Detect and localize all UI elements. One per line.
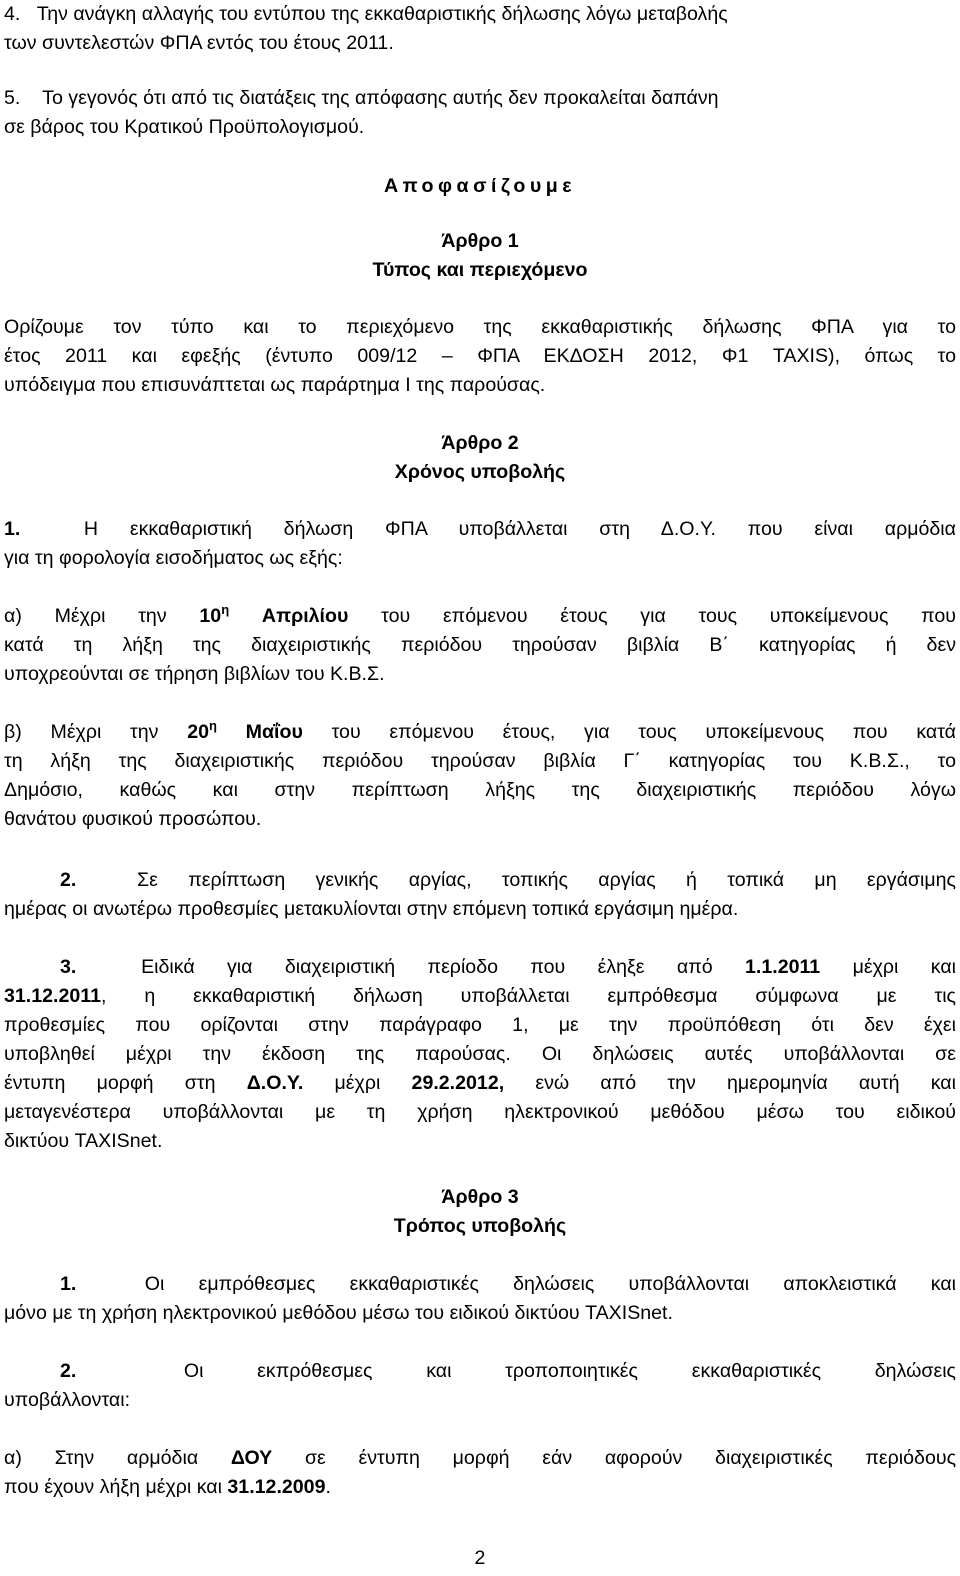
office-abbrev: ΔΟΥ <box>230 1447 273 1469</box>
paragraph-text: Οι εμπρόθεσμες εκκαθαριστικές δηλώσεις υποβάλλονται αποκλειστικά και <box>144 1273 957 1295</box>
intro-item-5-line1 <box>4 84 956 113</box>
article-2-paragraph-3 <box>4 953 956 1156</box>
date-value: 31.12.2009 <box>227 1476 326 1498</box>
deadline-month: Απριλίου <box>261 605 349 627</box>
paragraph-line: κατά τη λήξη της διαχειριστικής περιόδου τηρούσαν βιβλία Β΄ κατηγορίας ή δεν <box>4 634 956 656</box>
paragraph-line: υποβληθεί μέχρι την έκδοση της παρούσας. Οι δηλώσεις αυτές υποβάλλονται σε <box>4 1043 956 1065</box>
paragraph-number: 2. <box>60 1360 77 1382</box>
decision-heading: Αποφασίζουμε <box>383 175 577 197</box>
paragraph-line <box>4 1444 956 1473</box>
case-prefix: α) Μέχρι την <box>4 605 167 627</box>
paragraph-text: , η εκκαθαριστική δήλωση υποβάλλεται εμπρόθεσμα σύμφωνα με τις <box>100 985 956 1007</box>
date-value: 29.2.2012, <box>411 1072 505 1094</box>
article-3-case-a <box>4 1444 956 1502</box>
intro-item-4 <box>4 0 956 58</box>
intro-item-4-line2: των συντελεστών ΦΠΑ εντός του έτους 2011. <box>4 32 394 54</box>
paragraph-text: α) Στην αρμόδια <box>4 1447 199 1469</box>
paragraph-line <box>4 866 956 895</box>
paragraph-number: 3. <box>60 956 77 978</box>
article-2-paragraph-1 <box>4 515 956 573</box>
paragraph-line: έτος 2011 και εφεξής (έντυπο 009/12 – ΦΠΑ ΕΚΔΟΣΗ 2012, Φ1 TAXIS), όπως το <box>4 345 956 367</box>
date-value: 1.1.2011 <box>745 956 821 978</box>
paragraph-text: σε έντυπη μορφή εάν αφορούν διαχειριστικές περιόδους <box>304 1447 957 1469</box>
deadline-month: Μαΐου <box>245 721 303 743</box>
ordinal-sup: η <box>209 718 217 733</box>
item-number: 5. <box>4 87 21 109</box>
case-prefix: β) Μέχρι την <box>4 721 159 743</box>
paragraph-text: Ειδικά για διαχειριστική περίοδο που έληξε από <box>141 956 713 978</box>
paragraph-text: . <box>325 1476 331 1498</box>
date-value: 31.12.2011 <box>4 985 101 1007</box>
paragraph-number: 1. <box>60 1273 77 1295</box>
deadline-day: 10 <box>199 605 222 627</box>
paragraph-line <box>4 1069 956 1098</box>
paragraph-line <box>4 1270 956 1299</box>
article-heading: Άρθρο 1 <box>441 230 519 252</box>
paragraph-line <box>4 1473 956 1502</box>
paragraph-text: Η εκκαθαριστική δήλωση ΦΠΑ υποβάλλεται στη Δ.Ο.Υ. που είναι αρμόδια <box>83 518 956 540</box>
item-text: Την ανάγκη αλλαγής του εντύπου της εκκαθαριστικής δήλωσης λόγω μεταβολής <box>36 3 728 25</box>
paragraph-text: ενώ από την ημερομηνία αυτή και <box>535 1072 956 1094</box>
intro-item-5-line2: σε βάρος του Κρατικού Προϋπολογισμού. <box>4 116 365 138</box>
article-subheading: Τύπος και περιεχόμενο <box>372 259 588 281</box>
article-1-paragraph <box>4 313 956 400</box>
paragraph-line: μεταγενέστερα υποβάλλονται με τη χρήση ηλεκτρονικού μεθόδου μέσω του ειδικού <box>4 1101 956 1123</box>
paragraph-line: μόνο με τη χρήση ηλεκτρονικού μεθόδου μέσω του ειδικού δικτύου TAXISnet. <box>4 1302 673 1324</box>
paragraph-line <box>4 982 956 1011</box>
article-2-heading-block <box>4 429 956 487</box>
paragraph-line: θανάτου φυσικού προσώπου. <box>4 808 262 830</box>
ordinal-sup: η <box>221 602 230 617</box>
paragraph-line: υποβάλλονται: <box>4 1389 131 1411</box>
article-3-paragraph-2 <box>4 1357 956 1415</box>
office-abbrev: Δ.Ο.Υ. <box>246 1072 304 1094</box>
paragraph-text: Σε περίπτωση γενικής αργίας, τοπικής αργίας ή τοπικά μη εργάσιμης <box>137 869 956 891</box>
paragraph-line: τη λήξη της διαχειριστικής περιόδου τηρούσαν βιβλία Γ΄ κατηγορίας του Κ.Β.Σ., το <box>4 750 956 772</box>
article-1-heading-block <box>4 227 956 285</box>
paragraph-text: έντυπη μορφή στη <box>4 1072 216 1094</box>
article-2-case-b <box>4 718 956 834</box>
paragraph-line: υπόδειγμα που επισυνάπτεται ως παράρτημα Ι της παρούσας. <box>4 374 546 396</box>
item-number: 4. <box>4 3 21 25</box>
article-2-case-a <box>4 602 956 689</box>
deadline-day: 20 <box>187 721 209 743</box>
paragraph-line: δικτύου TAXISnet. <box>4 1130 163 1152</box>
paragraph-text: που έχουν λήξη μέχρι και <box>4 1476 222 1498</box>
paragraph-text: μέχρι <box>334 1072 381 1094</box>
article-subheading: Χρόνος υποβολής <box>394 461 566 483</box>
case-text: του επόμενου έτους για τους υποκείμενους που <box>381 605 957 627</box>
paragraph-number: 1. <box>4 518 21 540</box>
article-2-paragraph-2 <box>4 866 956 924</box>
paragraph-line: προθεσμίες που ορίζονται στην παράγραφο 1, με την προϋπόθεση ότι δεν έχει <box>4 1014 956 1036</box>
paragraph-line <box>4 718 956 747</box>
paragraph-line <box>4 953 956 982</box>
paragraph-line: για τη φορολογία εισοδήματος ως εξής: <box>4 547 343 569</box>
case-text: του επόμενου έτους, για τους υποκείμενους που κατά <box>331 721 957 743</box>
intro-item-4-line1 <box>4 0 956 29</box>
paragraph-line <box>4 515 956 544</box>
paragraph-line: Δημόσιο, καθώς και στην περίπτωση λήξης της διαχειριστικής περιόδου λόγω <box>4 779 956 801</box>
paragraph-line <box>4 1357 956 1386</box>
paragraph-line: υποχρεούνται σε τήρηση βιβλίων του Κ.Β.Σ. <box>4 663 385 685</box>
page-number: 2 <box>474 1547 486 1569</box>
item-text: Το γεγονός ότι από τις διατάξεις της απόφασης αυτής δεν προκαλείται δαπάνη <box>42 87 719 109</box>
paragraph-number: 2. <box>60 869 77 891</box>
article-3-paragraph-1 <box>4 1270 956 1328</box>
article-3-heading-block <box>4 1183 956 1241</box>
intro-item-5 <box>4 84 956 142</box>
article-subheading: Τρόπος υποβολής <box>393 1215 567 1237</box>
article-heading: Άρθρο 3 <box>441 1186 519 1208</box>
paragraph-line: ημέρας οι ανωτέρω προθεσμίες μετακυλίονται στην επόμενη τοπικά εργάσιμη ημέρα. <box>4 898 739 920</box>
paragraph-text: μέχρι και <box>852 956 957 978</box>
paragraph-line: Ορίζουμε τον τύπο και το περιεχόμενο της εκκαθαριστικής δήλωσης ΦΠΑ για το <box>4 316 956 338</box>
article-heading: Άρθρο 2 <box>441 432 519 454</box>
paragraph-line <box>4 602 956 631</box>
paragraph-text: Οι εκπρόθεσμες και τροποποιητικές εκκαθαριστικές δηλώσεις <box>183 1360 956 1382</box>
